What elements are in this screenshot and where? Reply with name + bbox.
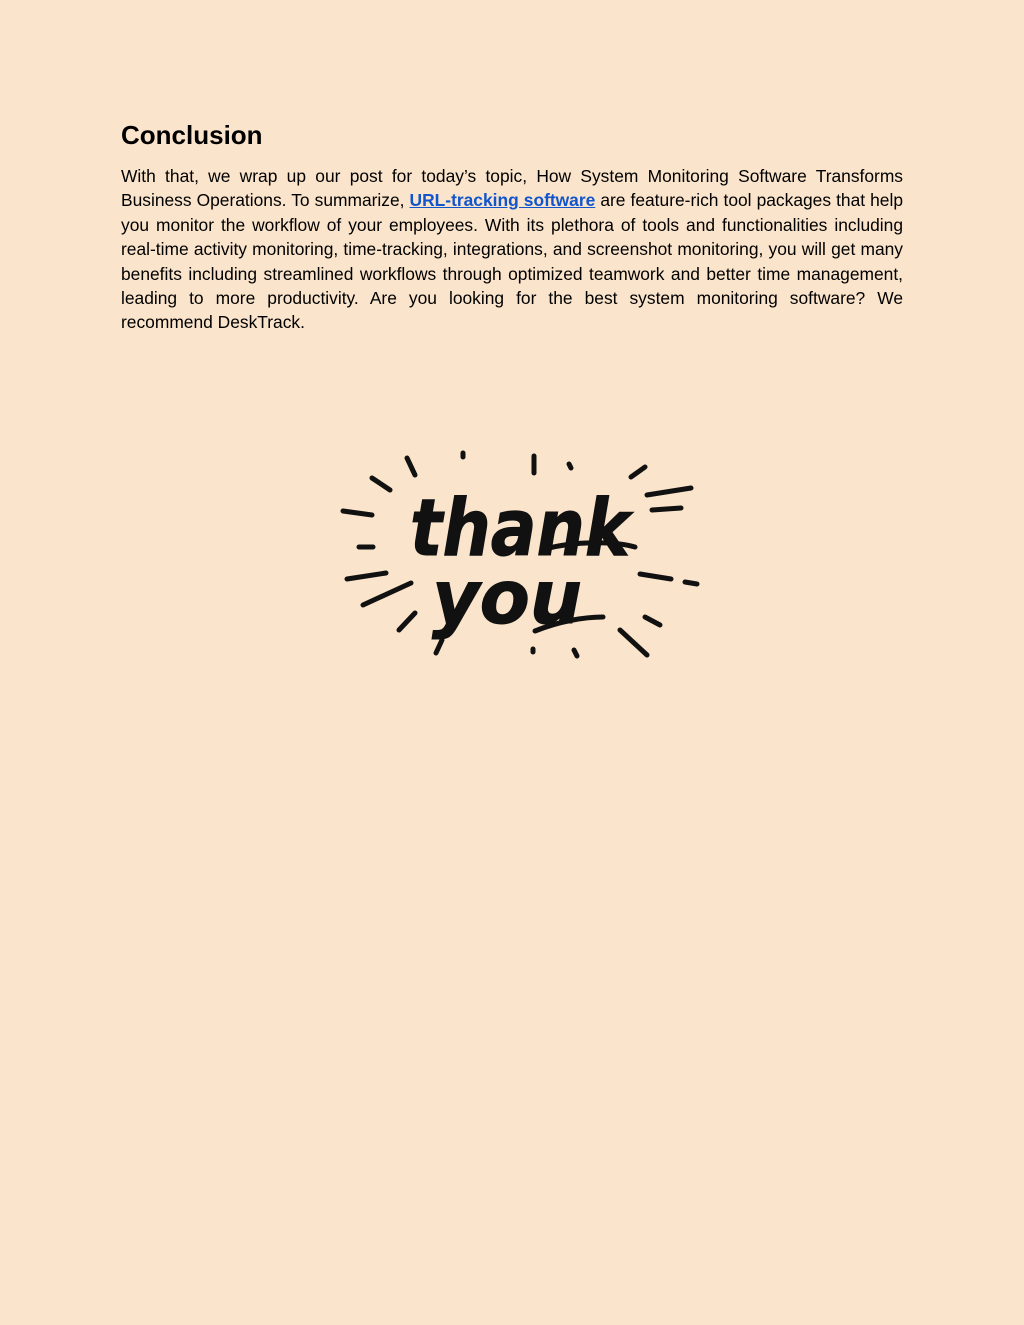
section-heading: Conclusion <box>121 120 263 150</box>
conclusion-section <box>121 118 903 335</box>
thank-text: thank <box>410 484 634 574</box>
url-tracking-software-link[interactable]: URL-tracking software <box>409 190 596 211</box>
thank-you-illustration <box>335 445 705 667</box>
you-text: you <box>432 555 582 641</box>
paragraph-text-end: are feature-rich tool packages that help you monitor the workflow of your employees. With its plethora of tools and functionalities including real-time activity monitoring, time-tracking, integrations, and screenshot monitoring, you will get many benefits including streamlined workflows through optimized teamwork and better time management, leading to more productivity. Are you looking for the best system monitoring software? We recommend DeskTrack. <box>121 190 903 333</box>
paragraph-text-start: With that, we wrap up our post for today’s topic, How System Monitoring Software Transforms Business Operations. To summarize, <box>121 166 903 211</box>
conclusion-paragraph <box>121 164 903 335</box>
